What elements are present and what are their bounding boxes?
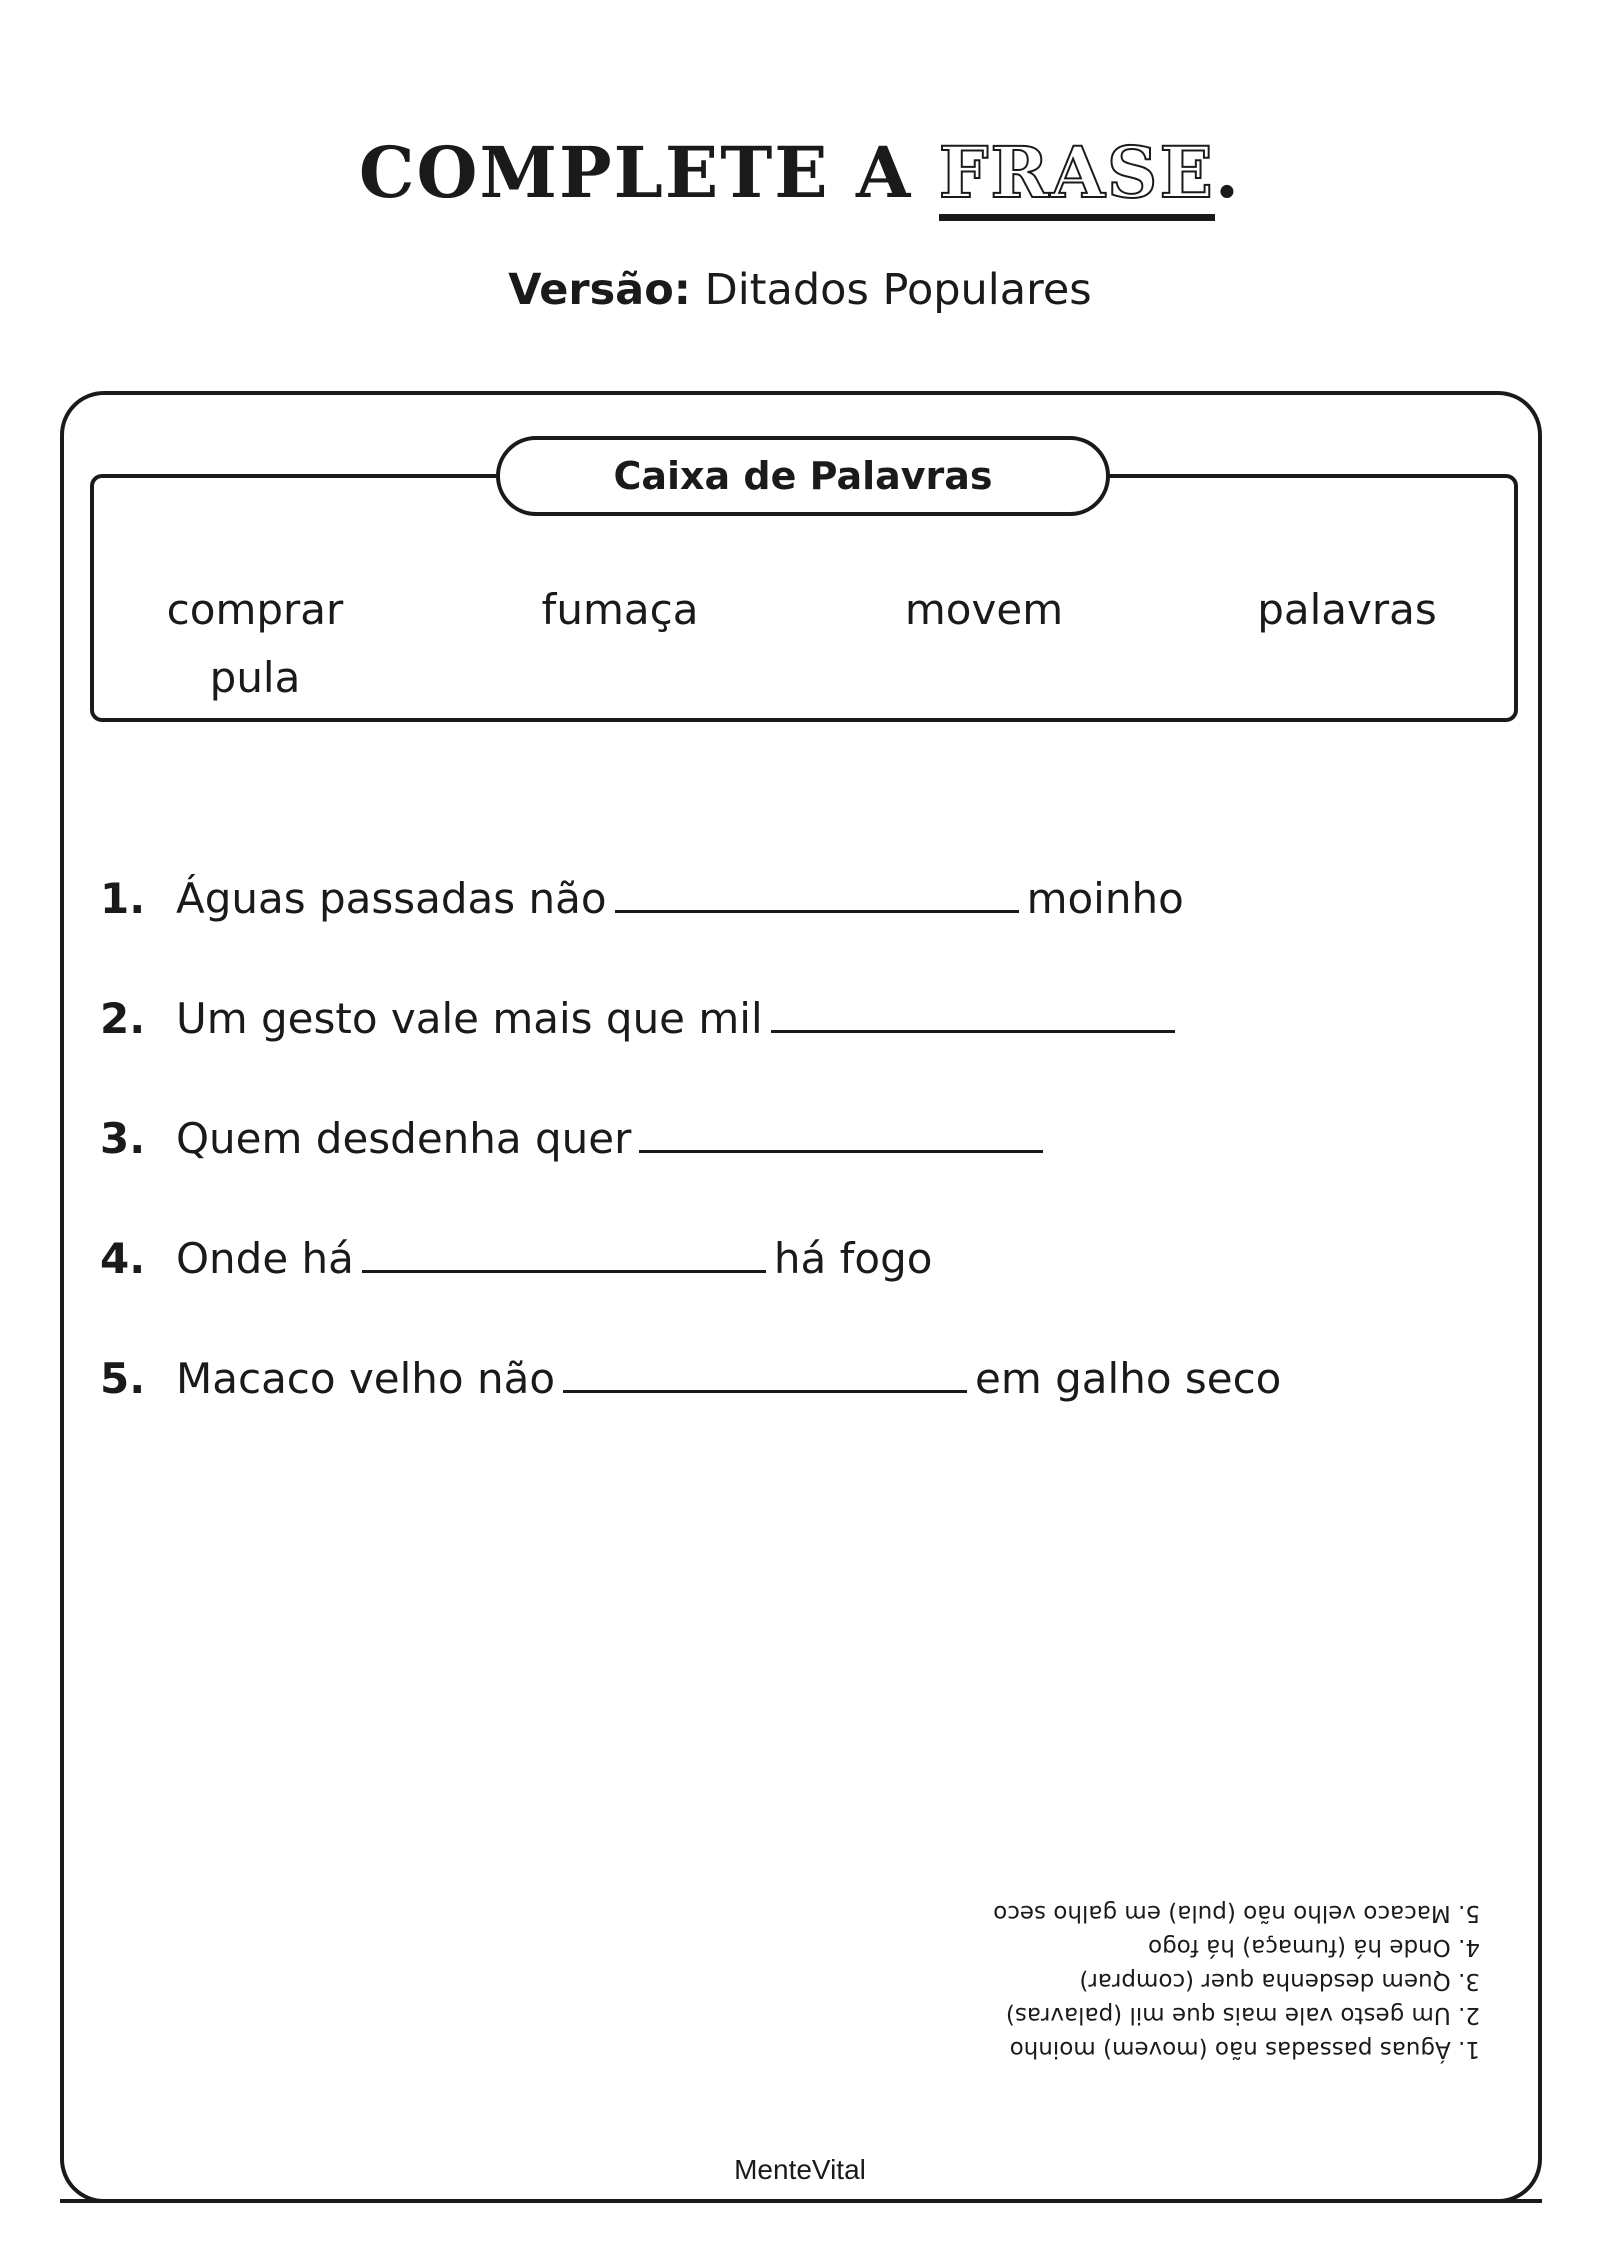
answer-line: 3. Quem desdenha quer (comprar): [1079, 1968, 1480, 1994]
word-box-item: comprar: [166, 585, 344, 634]
answer-blank[interactable]: [563, 1350, 967, 1393]
answer-blank[interactable]: [615, 870, 1019, 913]
version-line: [0, 262, 1600, 318]
version-label: Versão:: [508, 265, 691, 315]
answer-line: 1. Águas passadas não (movem) moinho: [1009, 2036, 1480, 2062]
answer-blank[interactable]: [639, 1110, 1043, 1153]
word-box-title: Caixa de Palavras: [496, 436, 1110, 516]
question-item: [100, 1350, 1281, 1407]
page-title: [0, 128, 1600, 218]
word-box-item: pula: [209, 653, 301, 702]
question-number: 1.: [100, 874, 146, 923]
footer-divider-right: [1098, 2199, 1542, 2203]
answer-blank[interactable]: [771, 990, 1175, 1033]
question-item: [100, 990, 1183, 1047]
question-number: 3.: [100, 1114, 146, 1163]
question-text-before: Um gesto vale mais que mil: [176, 994, 763, 1043]
question-item: [100, 1230, 932, 1287]
question-item: [100, 870, 1184, 927]
title-text: COMPLETE A: [358, 131, 939, 214]
question-text-before: Quem desdenha quer: [176, 1114, 632, 1163]
question-text-before: Águas passadas não: [176, 874, 607, 923]
answer-line: 5. Macaco velho não (pula) em galho seco: [993, 1900, 1480, 1926]
answer-key-upside-down: [920, 1896, 1480, 2066]
question-text-after: há fogo: [773, 1234, 933, 1283]
question-number: 2.: [100, 994, 146, 1043]
question-item: [100, 1110, 1051, 1167]
answer-line: 4. Onde há (fumaça) há fogo: [1148, 1934, 1480, 1960]
question-text-after: em galho seco: [975, 1354, 1282, 1403]
version-value: Ditados Populares: [704, 265, 1092, 315]
word-box-item: fumaça: [541, 585, 699, 634]
word-box-item: movem: [904, 585, 1064, 634]
title-outline-word: FRASE: [939, 131, 1215, 221]
word-box-item: palavras: [1257, 585, 1437, 634]
answer-blank[interactable]: [362, 1230, 766, 1273]
question-number: 5.: [100, 1354, 146, 1403]
answer-line: 2. Um gesto vale mais que mil (palavras): [1005, 2002, 1480, 2028]
brand-name: MenteVital: [734, 2154, 866, 2185]
question-text-before: Onde há: [176, 1234, 354, 1283]
question-number: 4.: [100, 1234, 146, 1283]
question-text-after: moinho: [1026, 874, 1184, 923]
question-text-before: Macaco velho não: [176, 1354, 556, 1403]
title-period: .: [1214, 131, 1242, 214]
footer-divider-left: [60, 2199, 502, 2203]
